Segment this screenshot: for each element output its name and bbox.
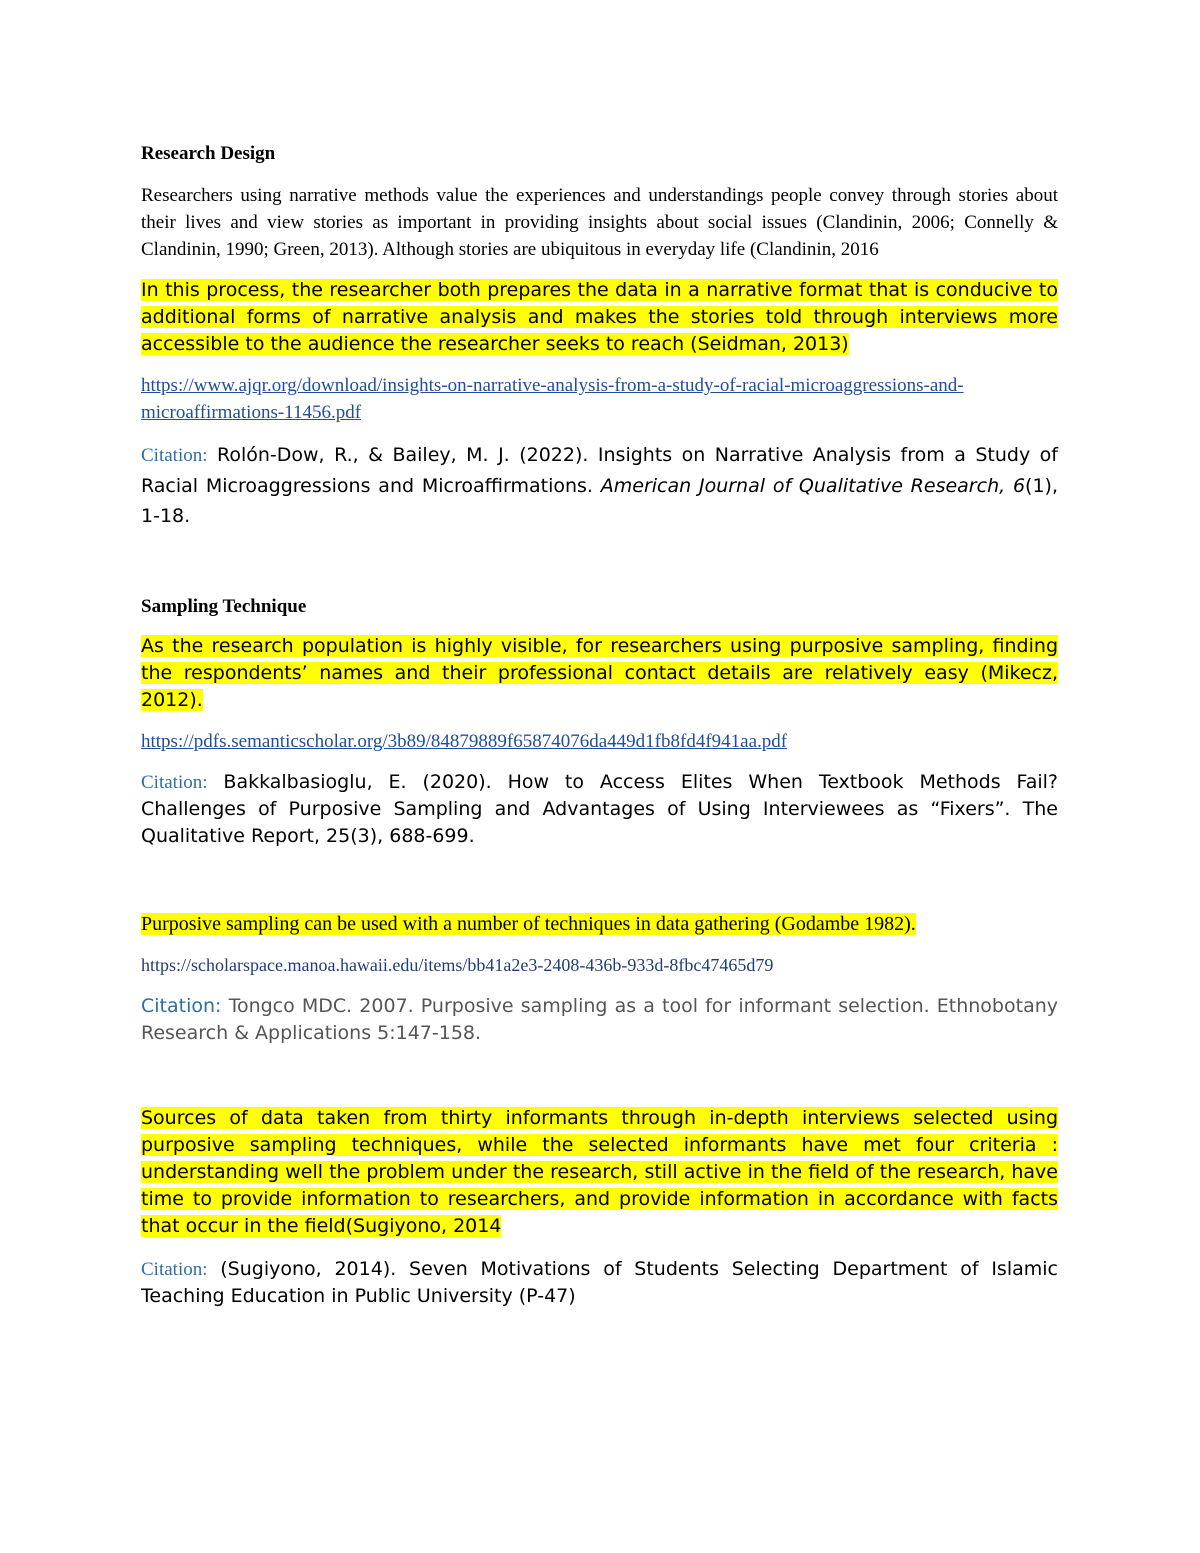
citation-issue: (1), 1-18. [141,475,1058,527]
sources-citation [141,1256,1058,1310]
highlighted-text: Sources of data taken from thirty informants through in-depth interviews selected using purposive sampling techniques, while the selected informants have met four criteria : understanding well the problem under the research, still active in the field of the research, have time to provide information to researchers, and provide information in accordance with facts that occur in the field(Sugiyono, 2014 [141,1107,1058,1237]
highlighted-text: In this process, the researcher both prepares the data in a narrative format that is conducive to additional forms of narrative analysis and makes the stories told through interviews more accessible to the audience the researcher seeks to reach (Seidman, 2013) [141,279,1058,355]
section-heading-research-design: Research Design [141,143,276,164]
citation-text: Rolón-Dow, R., & Bailey, M. J. (2022). Insights on Narrative Analysis from a Study of Racial Microaggressions and Microaffirmations. [141,444,1058,497]
citation-journal: American Journal of Qualitative Research, 6 [600,475,1026,497]
scholarspace-link[interactable]: https://scholarspace.manoa.hawaii.edu/items/bb41a2e3-2408-436b-933d-8fbc47465d79 [141,955,774,975]
section-heading-sampling-technique: Sampling Technique [141,596,307,617]
ajqr-link[interactable]: https://www.ajqr.org/download/insights-on-narrative-analysis-from-a-study-of-racial-microaggressions-and-microaffirmations-11456.pdf [141,375,964,423]
document-page [141,140,1058,1310]
citation-label: Citation: [141,995,222,1017]
research-design-citation [141,440,1058,531]
highlighted-text: Purposive sampling can be used with a number of techniques in data gathering (Godambe 1982). [141,913,916,935]
semanticscholar-link[interactable]: https://pdfs.semanticscholar.org/3b89/84879889f65874076da449d1fb8fd4f941aa.pdf [141,731,788,752]
sampling-citation [141,769,1058,850]
sources-highlight [141,1105,1058,1240]
purposive-highlight [141,910,1058,938]
citation-text: Tongco MDC. 2007. Purposive sampling as a tool for informant selection. Ethnobotany Research & Applications 5:147-158. [141,995,1058,1044]
citation-label: Citation: [141,445,208,466]
highlighted-text: As the research population is highly visible, for researchers using purposive sampling, finding the respondents’ names and their professional contact details are relatively easy (Mikecz, 2012). [141,635,1058,711]
sampling-highlight [141,633,1058,714]
research-design-highlight [141,277,1058,358]
purposive-citation [141,993,1058,1047]
citation-label: Citation: [141,1259,208,1280]
citation-text: Bakkalbasioglu, E. (2020). How to Access Elites When Textbook Methods Fail? Challenges of Purposive Sampling and Advantages of Using Interviewees as “Fixers”. The Qualitative Report, 25(3), 688-699. [141,771,1058,847]
research-design-paragraph: Researchers using narrative methods value the experiences and understandings people convey through stories about their lives and view stories as important in providing insights about social issues (Clandinin, 2006; Connelly & Clandinin, 1990; Green, 2013). Although stories are ubiquitous in everyday life (Clandinin, 2016 [141,185,1058,260]
citation-label: Citation: [141,772,208,793]
citation-text: (Sugiyono, 2014). Seven Motivations of Students Selecting Department of Islamic Teaching Education in Public University (P-47) [141,1258,1058,1307]
